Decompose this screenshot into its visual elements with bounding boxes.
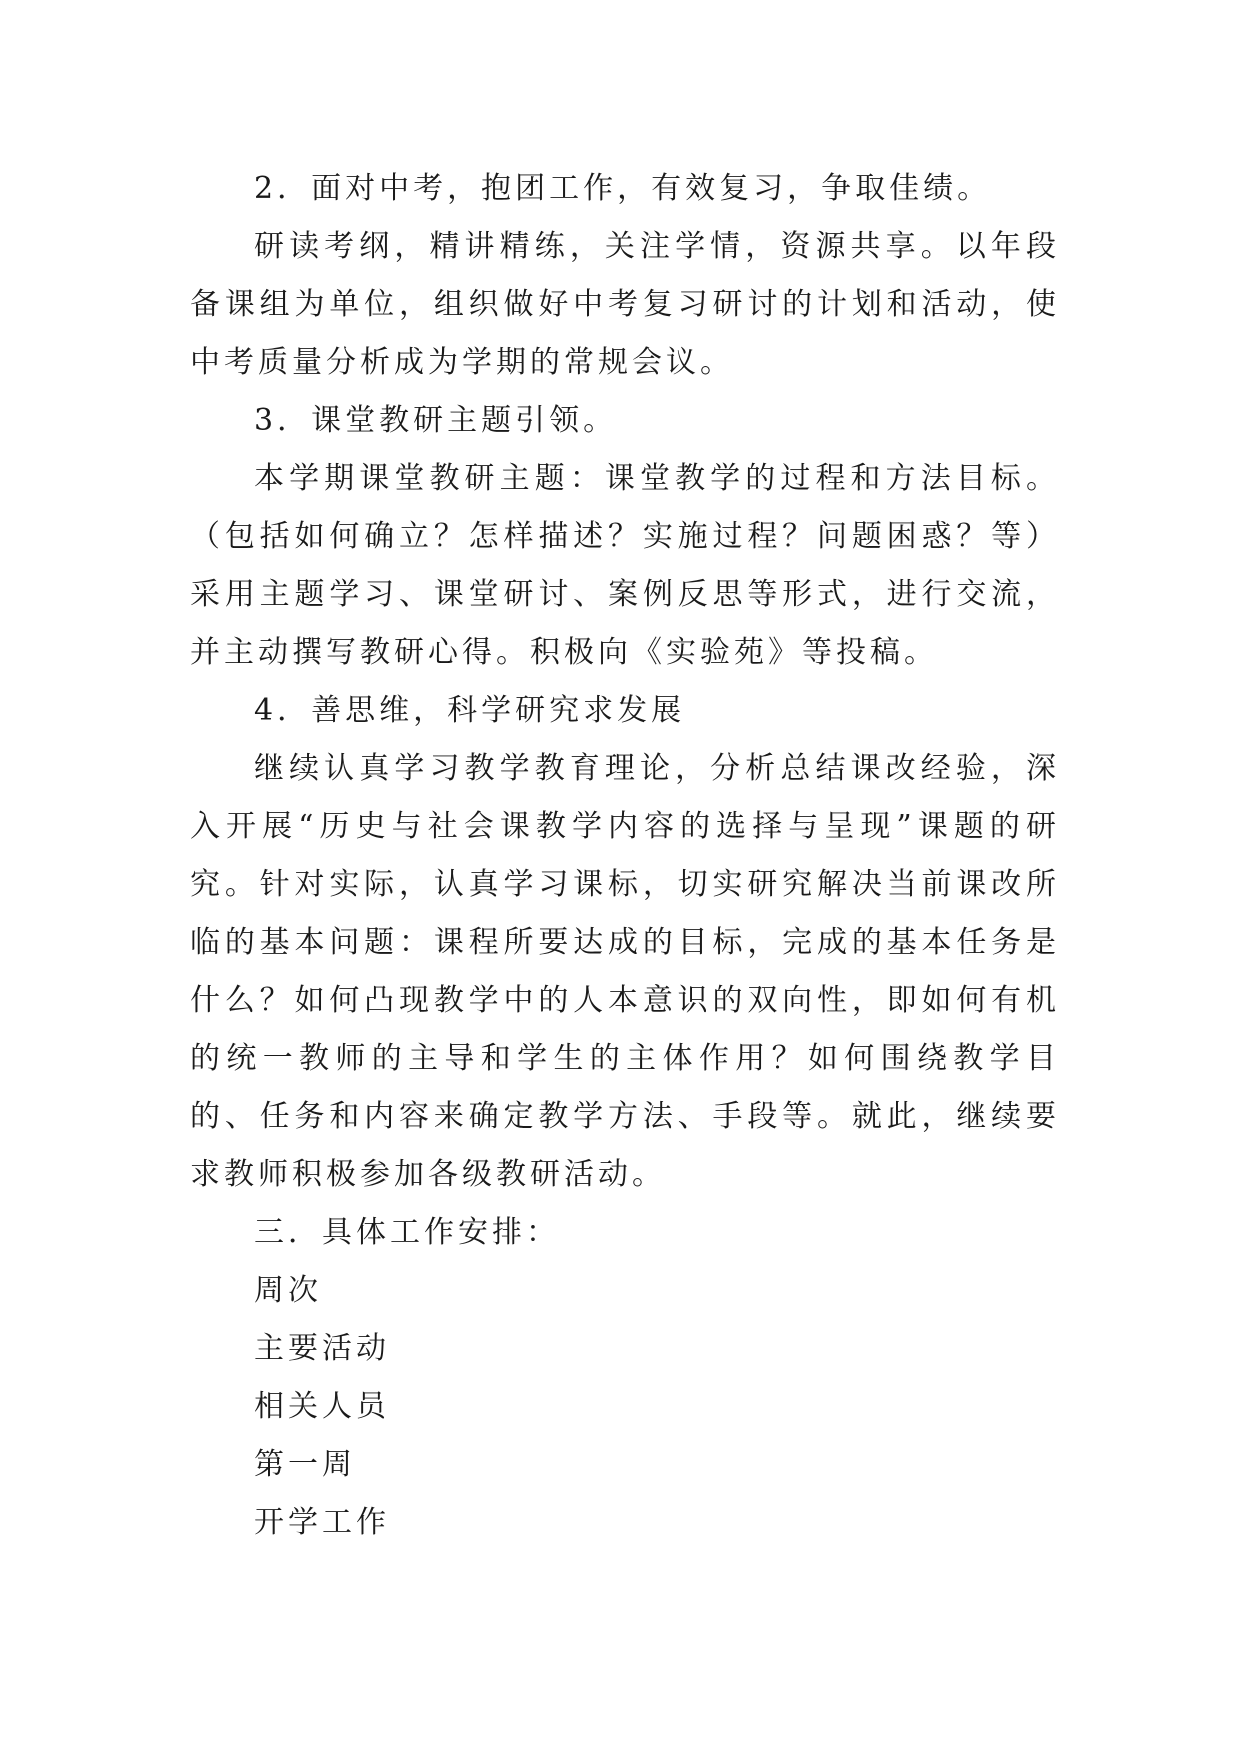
table-cell-activity-1: 开学工作 (254, 1505, 390, 1540)
section-heading-4: 4．善思维，科学研究求发展 (254, 693, 686, 728)
section-heading-3: 3．课堂教研主题引领。 (254, 403, 618, 438)
paragraph-classroom-research: 本学期课堂教研主题：课堂教学的过程和方法目标。（包括如何确立？怎样描述？实施过程？问题困惑？等）采用主题学习、课堂研讨、案例反思等形式，进行交流，并主动撰写教研心得。积极向《实验苑》等投稿。 (190, 461, 1060, 670)
table-cell-week-1: 第一周 (254, 1447, 356, 1482)
section-heading-schedule: 三．具体工作安排： (254, 1215, 560, 1250)
table-header-personnel: 相关人员 (254, 1389, 390, 1424)
section-heading-2: 2．面对中考，抱团工作，有效复习，争取佳绩。 (254, 171, 992, 206)
paragraph-exam-review: 研读考纲，精讲精练，关注学情，资源共享。以年段备课组为单位，组织做好中考复习研讨的计划和活动，使中考质量分析成为学期的常规会议。 (190, 229, 1060, 380)
paragraph-scientific-research: 继续认真学习教学教育理论，分析总结课改经验，深入开展“历史与社会课教学内容的选择与呈现”课题的研究。针对实际，认真学习课标，切实研究解决当前课改所临的基本问题：课程所要达成的目标，完成的基本任务是什么？如何凸现教学中的人本意识的双向性，即如何有机的统一教师的主导和学生的主体作用？如何围绕教学目的、任务和内容来确定教学方法、手段等。就此，继续要求教师积极参加各级教研活动。 (190, 751, 1060, 1192)
document-body (190, 160, 1060, 1552)
table-header-activity: 主要活动 (254, 1331, 390, 1366)
table-header-week: 周次 (254, 1273, 322, 1308)
